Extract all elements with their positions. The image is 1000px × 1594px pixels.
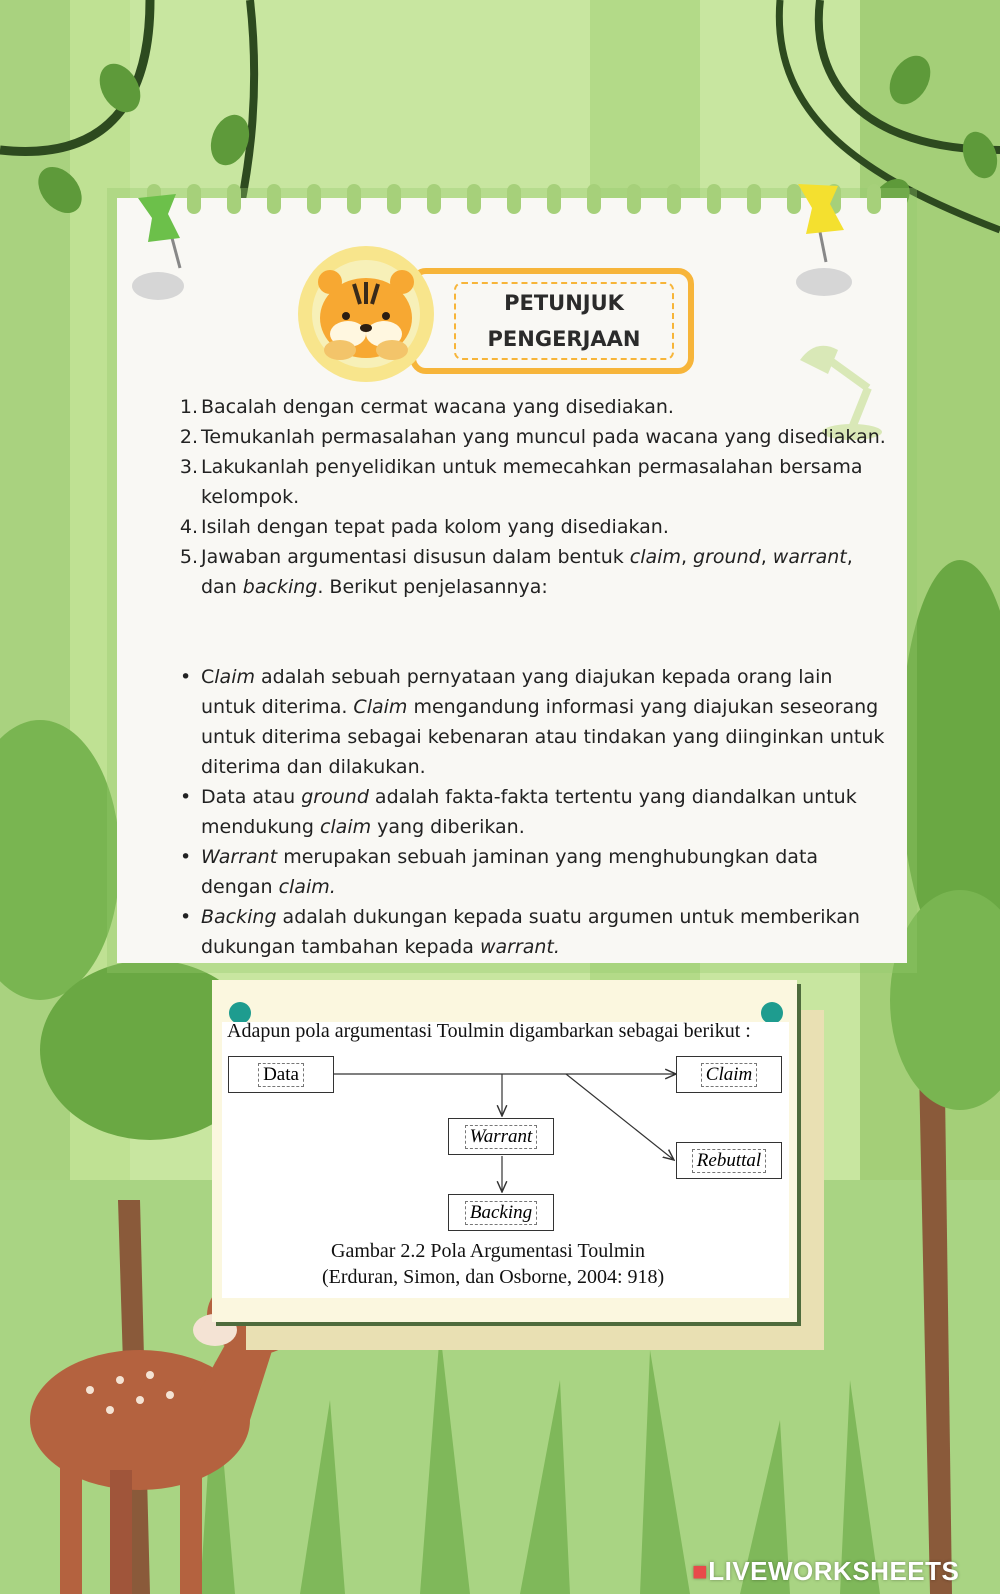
text-run: . Berikut penjelasannya:	[317, 576, 548, 598]
step-number: 4.	[179, 516, 198, 538]
step-item	[178, 422, 888, 452]
text-run: Jawaban argumentasi disusun dalam bentuk	[201, 546, 630, 568]
definition-item	[178, 902, 890, 962]
definition-item	[178, 782, 890, 842]
text-run: , dan	[201, 546, 853, 598]
step-item	[178, 392, 888, 422]
text-run: Isilah dengan tepat pada kolom yang disediakan.	[201, 516, 669, 538]
node-backing: Backing	[448, 1194, 554, 1231]
step-number: 2.	[179, 426, 198, 448]
definition-item	[178, 842, 890, 902]
italic-term: laim	[214, 666, 255, 688]
text-run: adalah fakta-fakta tertentu yang diandalkan untuk mendukung	[201, 786, 857, 838]
title-line-2: PENGERJAAN	[487, 327, 641, 351]
text-run: Temukanlah permasalahan yang muncul pada wacana yang disediakan.	[201, 426, 886, 448]
italic-term: ground	[693, 546, 761, 568]
step-number: 3.	[179, 456, 198, 478]
pin-dot-right	[761, 1002, 783, 1024]
tiger-mascot-icon	[296, 242, 436, 386]
italic-term: Backing	[201, 906, 277, 928]
step-item	[178, 512, 888, 542]
text-run: adalah sebuah pernyataan yang diajukan kepada orang lain untuk diterima.	[201, 666, 833, 718]
text-run: ,	[760, 546, 773, 568]
text-run: Bacalah dengan cermat wacana yang disediakan.	[201, 396, 674, 418]
title-line-1: PETUNJUK	[504, 291, 624, 315]
text-run: yang diberikan.	[371, 816, 525, 838]
figure-citation: (Erduran, Simon, dan Osborne, 2004: 918)	[322, 1266, 665, 1288]
italic-term: backing	[242, 576, 318, 598]
italic-term: claim.	[278, 876, 336, 898]
figure-caption: Gambar 2.2 Pola Argumentasi Toulmin	[331, 1240, 645, 1262]
figure-intro: Adapun pola argumentasi Toulmin digambarkan sebagai berikut :	[227, 1020, 751, 1042]
definition-item	[178, 662, 890, 782]
italic-term: warrant	[772, 546, 847, 568]
italic-term: ground	[301, 786, 369, 808]
node-rebuttal: Rebuttal	[676, 1142, 782, 1179]
step-number: 1.	[179, 396, 198, 418]
instruction-steps	[178, 392, 888, 602]
liveworksheets-logo: ■LIVEWORKSHEETS	[692, 1556, 960, 1586]
node-warrant: Warrant	[448, 1118, 554, 1155]
italic-term: claim	[629, 546, 681, 568]
step-item	[178, 542, 888, 602]
text-run: Data atau	[201, 786, 302, 808]
green-pin-icon	[128, 188, 198, 308]
italic-term: claim	[319, 816, 372, 838]
node-claim: Claim	[676, 1056, 782, 1093]
text-run: adalah dukungan kepada suatu argumen untuk memberikan dukungan tambahan kepada	[201, 906, 860, 958]
step-item	[178, 452, 888, 512]
text-run: merupakan sebuah jaminan yang menghubungkan data dengan	[201, 846, 819, 898]
italic-term: warrant.	[479, 936, 560, 958]
text-run: ,	[680, 546, 694, 568]
italic-term: Claim	[353, 696, 408, 718]
text-run: C	[201, 666, 215, 688]
text-run: Lakukanlah penyelidikan untuk memecahkan permasalahan bersama kelompok.	[201, 456, 863, 508]
yellow-pin-icon	[786, 176, 866, 306]
node-data: Data	[228, 1056, 334, 1093]
title-tag	[410, 268, 694, 374]
italic-term: Warrant	[201, 846, 278, 868]
text-run: mengandung informasi yang diajukan seseorang untuk diterima sebagai kebenaran atau tindakan yang diinginkan untuk diterima dan dilakukan.	[201, 696, 885, 778]
step-number: 5.	[179, 546, 198, 568]
definition-bullets	[178, 662, 890, 962]
